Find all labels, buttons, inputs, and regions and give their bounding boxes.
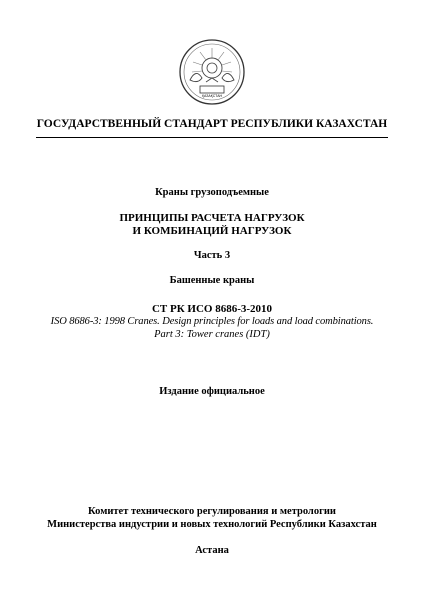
document-designation: СТ РК ИСО 8686-3-2010 — [151, 303, 273, 315]
header-divider — [36, 137, 388, 138]
document-subject: Краны грузоподъемные — [155, 187, 269, 198]
document-part-title: Башенные краны — [169, 275, 255, 286]
standard-title: ГОСУДАРСТВЕННЫЙ СТАНДАРТ РЕСПУБЛИКИ КАЗАХСТАН — [36, 118, 388, 130]
document-title-line-1: ПРИНЦИПЫ РАСЧЕТА НАГРУЗОК — [119, 212, 305, 224]
document-title-line-2: И КОМБИНАЦИЙ НАГРУЗОК — [132, 225, 292, 237]
iso-reference-line-1: ISO 8686-3: 1998 Cranes. Design principles for loads and load combinations. — [50, 316, 374, 327]
issuing-committee: Комитет технического регулирования и метрологии — [88, 506, 336, 517]
emblem-caption: ҚАЗАҚСТАН — [201, 94, 223, 98]
document-part: Часть 3 — [193, 250, 231, 261]
issuing-ministry: Министерства индустрии и новых технологий Республики Казахстан — [47, 519, 377, 530]
iso-reference-line-2: Part 3: Tower cranes (IDT) — [154, 329, 270, 340]
edition-label: Издание официальное — [159, 386, 265, 397]
publication-city: Астана — [195, 545, 229, 556]
